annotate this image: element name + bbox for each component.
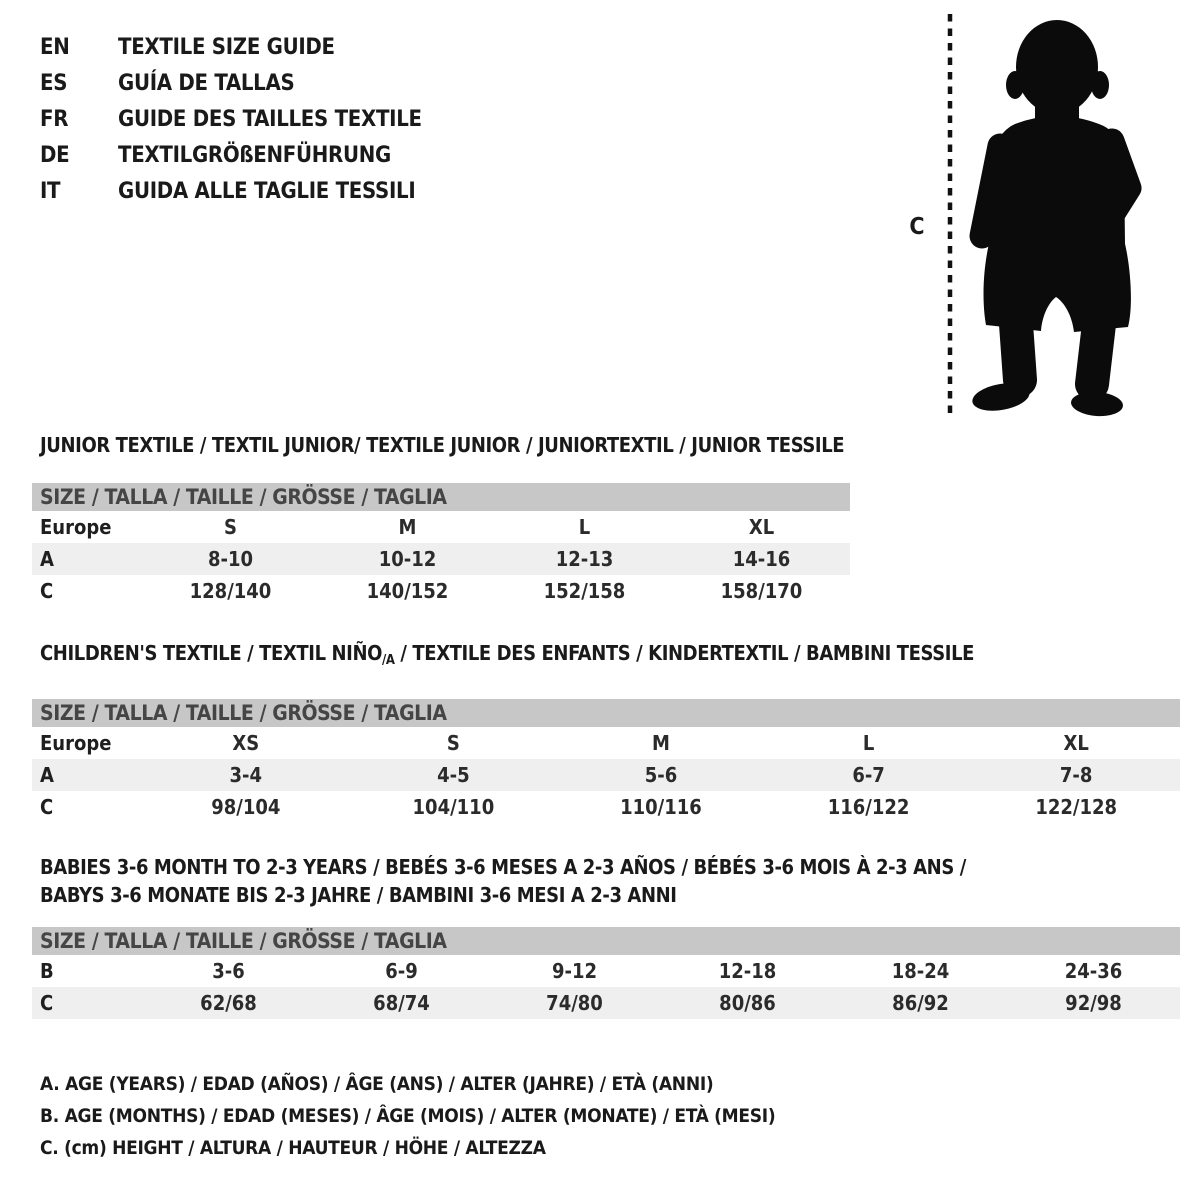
height-cell: 110/116 [620, 795, 702, 819]
height-cell: 158/170 [720, 579, 803, 603]
baby-height-figure [915, 8, 1187, 424]
height-cell: 140/152 [366, 579, 449, 603]
list-item [40, 174, 422, 210]
table-row [32, 543, 850, 575]
guide-title: GUIDE DES TAILLES TEXTILE [118, 107, 422, 132]
row-label: A [40, 763, 54, 787]
age-cell: 10-12 [378, 547, 437, 571]
list-item [40, 102, 422, 138]
table-row [32, 987, 1180, 1019]
row-label: C [40, 795, 54, 819]
size-header-bar: SIZE / TALLA / TAILLE / GRÖSSE / TAGLIA [32, 927, 1180, 955]
row-label: A [40, 547, 54, 571]
section-heading: BABYS 3-6 MONATE BIS 2-3 JAHRE / BAMBINI 3-6 MESI A 2-3 ANNI [40, 883, 677, 907]
size-cell: XL [748, 515, 775, 539]
height-cell: 122/128 [1035, 795, 1118, 819]
list-item [40, 30, 422, 66]
table-row [32, 511, 850, 543]
age-cell: 4-5 [437, 763, 470, 787]
language-code: IT [40, 179, 61, 204]
language-code: EN [40, 35, 70, 60]
height-cell: 128/140 [189, 579, 272, 603]
row-label: C [40, 991, 54, 1015]
language-code: ES [40, 71, 68, 96]
heading-text: CHILDREN'S TEXTILE / TEXTIL NIÑO [40, 641, 382, 665]
table-row [32, 727, 1180, 759]
size-header-bar: SIZE / TALLA / TAILLE / GRÖSSE / TAGLIA [32, 699, 1180, 727]
age-cell: 18-24 [891, 959, 950, 983]
age-cell: 8-10 [207, 547, 254, 571]
size-cell: L [578, 515, 591, 539]
measure-legend [40, 1068, 775, 1164]
age-cell: 5-6 [644, 763, 678, 787]
row-label: C [40, 579, 54, 603]
section-heading: BABIES 3-6 MONTH TO 2-3 YEARS / BEBÉS 3-6 MESES A 2-3 AÑOS / BÉBÉS 3-6 MOIS À 2-3 ANS / [40, 855, 966, 879]
age-cell: 9-12 [551, 959, 598, 983]
height-cell: 152/158 [543, 579, 626, 603]
height-cell: 68/74 [373, 991, 430, 1015]
age-cell: 14-16 [732, 547, 791, 571]
heading-subscript: /A [382, 653, 395, 668]
height-cell: 116/122 [827, 795, 910, 819]
size-cell: XL [1063, 731, 1089, 755]
height-cell: 62/68 [200, 991, 257, 1015]
row-label: Europe [40, 515, 112, 539]
table-row [32, 759, 1180, 791]
babies-textile-section [32, 853, 1180, 1019]
age-cell: 3-4 [229, 763, 263, 787]
age-cell: 3-6 [212, 959, 245, 983]
list-item [40, 138, 422, 174]
height-cell: 98/104 [211, 795, 281, 819]
language-code: DE [40, 143, 70, 168]
height-measure-label: C [909, 214, 925, 240]
legend-line-c: C. (cm) HEIGHT / ALTURA / HAUTEUR / HÖHE / ALTEZZA [40, 1137, 546, 1159]
section-heading: JUNIOR TEXTILE / TEXTIL JUNIOR/ TEXTILE JUNIOR / JUNIORTEXTIL / JUNIOR TESSILE [40, 433, 845, 457]
size-cell: S [224, 515, 237, 539]
height-cell: 80/86 [719, 991, 776, 1015]
age-cell: 12-18 [718, 959, 777, 983]
age-cell: 6-9 [385, 959, 418, 983]
junior-textile-section [32, 434, 850, 607]
table-row [32, 575, 850, 607]
language-code: FR [40, 107, 69, 132]
size-cell: L [862, 731, 875, 755]
children-textile-section [32, 642, 1180, 823]
row-label: Europe [40, 731, 112, 755]
guide-title: TEXTILGRÖßENFÜHRUNG [118, 143, 391, 168]
toddler-silhouette-icon [915, 8, 1187, 424]
size-header-bar: SIZE / TALLA / TAILLE / GRÖSSE / TAGLIA [32, 483, 850, 511]
heading-text: / TEXTILE DES ENFANTS / KINDERTEXTIL / BAMBINI TESSILE [394, 641, 975, 665]
guide-title: TEXTILE SIZE GUIDE [118, 35, 335, 60]
size-cell: M [652, 731, 670, 755]
height-cell: 86/92 [892, 991, 949, 1015]
row-label: B [40, 959, 54, 983]
age-cell: 7-8 [1059, 763, 1093, 787]
table-row [32, 791, 1180, 823]
age-cell: 6-7 [852, 763, 885, 787]
language-title-list [40, 30, 422, 210]
size-cell: M [398, 515, 417, 539]
size-cell: XS [232, 731, 260, 755]
age-cell: 24-36 [1064, 959, 1123, 983]
section-heading [32, 642, 1180, 672]
age-cell: 12-13 [555, 547, 614, 571]
height-cell: 74/80 [546, 991, 603, 1015]
height-cell: 104/110 [412, 795, 495, 819]
table-row [32, 955, 1180, 987]
height-cell: 92/98 [1065, 991, 1122, 1015]
guide-title: GUIDA ALLE TAGLIE TESSILI [118, 179, 416, 204]
size-cell: S [446, 731, 460, 755]
legend-line-b: B. AGE (MONTHS) / EDAD (MESES) / ÂGE (MOIS) / ALTER (MONATE) / ETÀ (MESI) [40, 1105, 776, 1127]
guide-title: GUÍA DE TALLAS [118, 71, 295, 96]
legend-line-a: A. AGE (YEARS) / EDAD (AÑOS) / ÂGE (ANS) / ALTER (JAHRE) / ETÀ (ANNI) [40, 1073, 714, 1095]
list-item [40, 66, 422, 102]
